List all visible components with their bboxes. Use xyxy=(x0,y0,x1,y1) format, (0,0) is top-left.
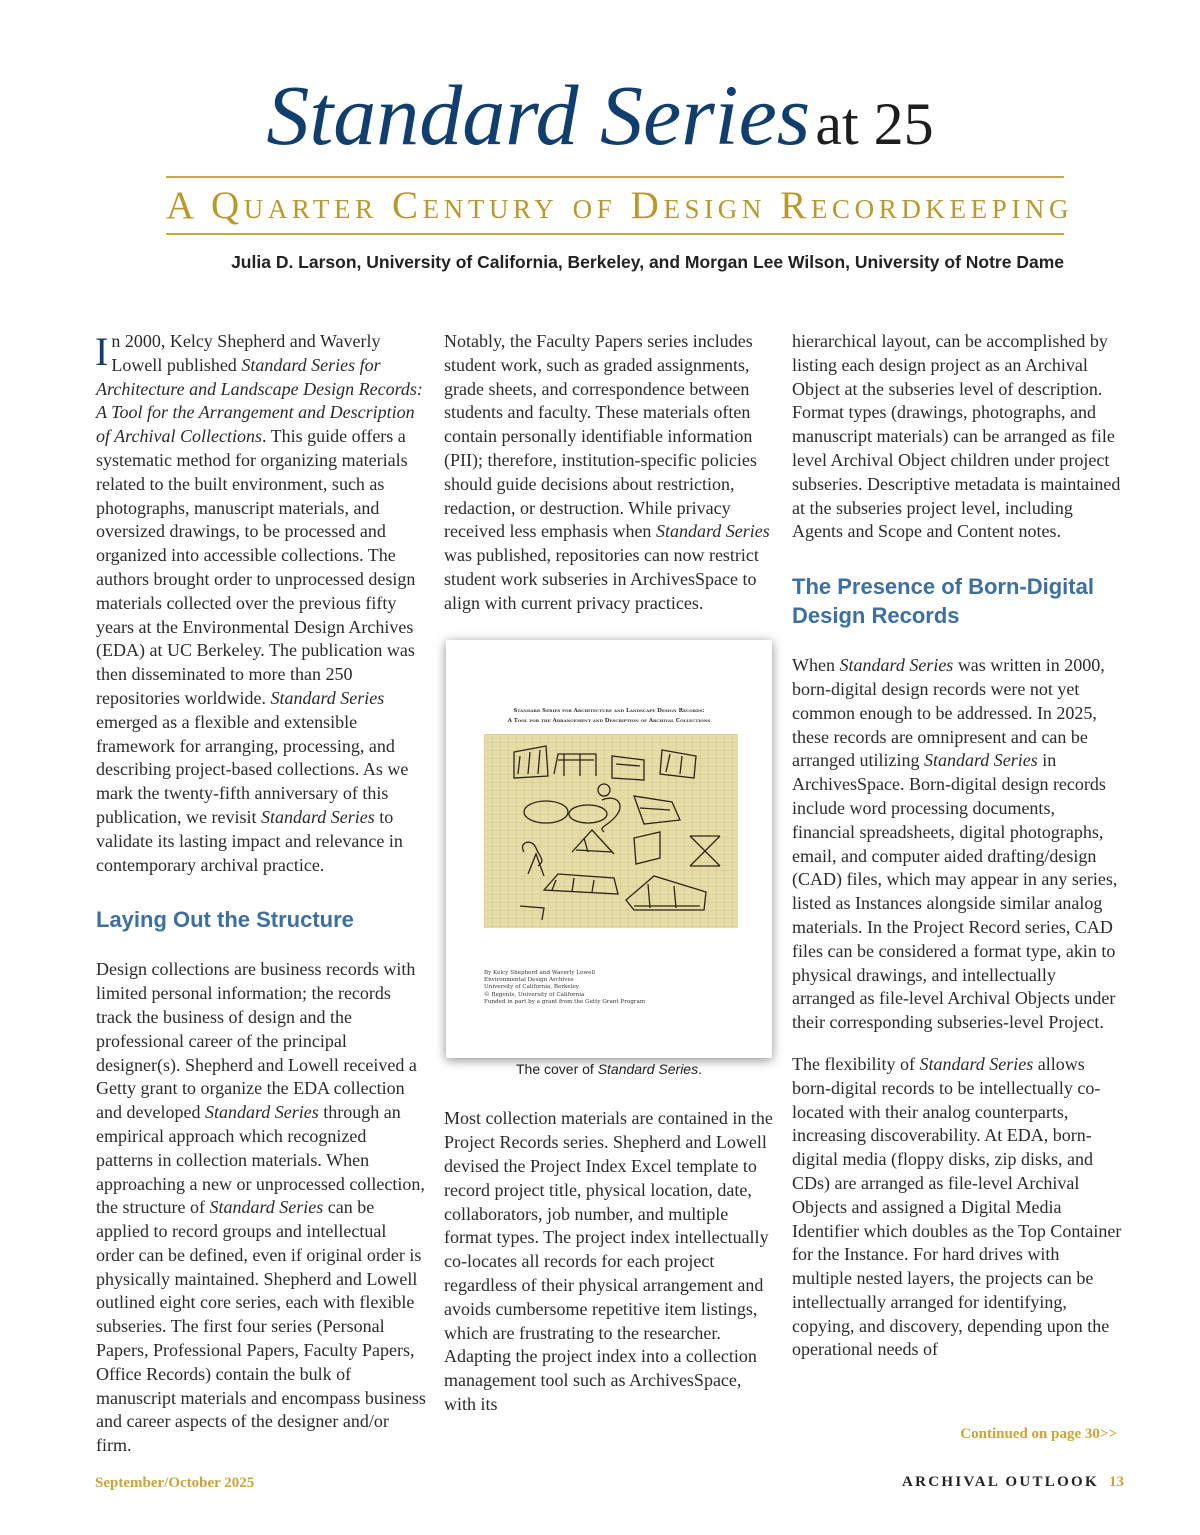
text-run: When xyxy=(792,655,840,676)
text-run: Design collections are business records with limited personal information; the records track the business of design and the professional career of the principal designer(s). Shepherd and Lowell received a Getty grant to organize the EDA collection and developed xyxy=(96,959,417,1123)
born-digital-paragraph xyxy=(792,654,1122,1035)
project-records-paragraph: Most collection materials are contained in the Project Records series. Shepherd and Lowell devised the Project Index Excel template to record project title, physical location, date, collaborators, job number, and multiple format types. The project index intellectually co-locates all records for each project regardless of their physical arrangement and avoids cumbersome repetitive item listings, which are frustrating to the researcher. Adapting the project index into a collection management tool such as ArchivesSpace, with its xyxy=(444,1108,773,1414)
text-run: . This guide offers a systematic method for organizing materials related to the built environment, such as photographs, manuscript materials, and oversized drawings, to be processed and organized into accessible collections. The authors brought order to unprocessed design materials collected over the previous fifty years at the Environmental Design Archives (EDA) at UC Berkeley. The publication was then disseminated to more than 250 repositories worldwide. xyxy=(96,426,416,708)
italic-title: Standard Series xyxy=(209,1197,324,1218)
italic-title: Standard Series xyxy=(204,1102,319,1123)
italic-title: Standard Series xyxy=(597,1060,699,1077)
subtitle: A Quarter Century of Design Recordkeeping xyxy=(166,184,1074,227)
article-title xyxy=(0,67,1200,163)
cover-figure xyxy=(444,640,774,1082)
top-rule xyxy=(166,176,1064,178)
text-run: to validate its lasting impact and relevance in contemporary archival practice. xyxy=(96,806,403,875)
heading-laying-out-structure: Laying Out the Structure xyxy=(96,907,354,933)
text-run: in ArchivesSpace. Born-digital design records include word processing documents, financial spreadsheets, digital photographs, email, and computer aided drafting/design (CAD) files, which may appear in any series, listed as Instances alongside similar analog materials. In the Project Record series, CAD files can be considered a format type, akin to physical drawings, and intellectually arranged as file-level Archival Objects under their corresponding subseries-level Project. xyxy=(792,750,1118,1033)
italic-title: Standard Series xyxy=(260,806,375,827)
italic-title: Standard Series xyxy=(919,1053,1034,1074)
column-1 xyxy=(96,330,426,1458)
text-run: emerged as a flexible and extensible framework for arranging, processing, and describing project-based collections. As we mark the twenty-fifth anniversary of this publication, we revisit xyxy=(96,711,409,827)
text-run: through an empirical approach which recognized patterns in collection materials. When approaching a new or unprocessed collection, the structure of xyxy=(96,1102,425,1218)
heading-born-digital: The Presence of Born-Digital Design Records xyxy=(792,574,1094,629)
bottom-rule xyxy=(166,233,1064,235)
flexibility-paragraph xyxy=(792,1053,1122,1362)
running-footer xyxy=(902,1474,1124,1491)
text-run: The flexibility of xyxy=(792,1053,920,1074)
text-run: was written in 2000, born-digital design records were not yet common enough to be addressed. In 2025, these records are omnipresent and can be arranged utilizing xyxy=(792,655,1105,771)
text-run: allows born-digital records to be intellectually co-located with their analog counterparts, increasing discoverability. At EDA, born-digital media (floppy disks, zip disks, and CDs) are arranged as file-level Archival Objects and assigned a Digital Media Identifier which doubles as the Top Container for the Instance. For hard drives with multiple nested layers, the projects can be intellectually arranged for identifying, copying, and discovery, depending upon the operational needs of xyxy=(792,1053,1122,1360)
publication-title: Standard Series for Architecture and Landscape Design Records: A Tool for the Arrangement and Description of Archival Collections xyxy=(96,354,423,447)
issue-date: September/October 2025 xyxy=(95,1475,255,1491)
continued-link[interactable]: Continued on page 30>> xyxy=(960,1426,1117,1442)
text-run: . xyxy=(698,1060,702,1077)
italic-title: Standard Series xyxy=(270,687,385,708)
credit-line: University of California, Berkeley xyxy=(484,984,579,991)
cover-title-line-1: Standard Series for Architecture and Landscape Design Records: xyxy=(513,707,705,714)
dropcap: I xyxy=(95,329,109,374)
byline: Julia D. Larson, University of California, Berkeley, and Morgan Lee Wilson, University of Notre Dame xyxy=(231,252,1064,272)
italic-title: Standard Series xyxy=(839,655,954,676)
italic-title: Standard Series xyxy=(923,750,1038,771)
text-run: The cover of xyxy=(516,1060,598,1077)
cover-title-line-2: A Tool for the Arrangement and Description of Archival Collections xyxy=(507,717,711,724)
text-run: can be applied to record groups and intellectual order can be defined, even if original order is physically maintained. Shepherd and Lowell outlined eight core series, each with flexible subseries. The first four series (Personal Papers, Professional Papers, Faculty Papers, Office Records) contain the bulk of manuscript materials and encompass business and career aspects of the designer and/or firm. xyxy=(96,1197,426,1456)
column-2 xyxy=(444,330,774,1417)
cover-image xyxy=(446,640,772,1058)
publication-name: ARCHIVAL OUTLOOK xyxy=(902,1474,1099,1490)
hierarchical-layout-paragraph: hierarchical layout, can be accomplished by listing each design project as an Archival Object at the subseries level of description. Format types (drawings, photographs, and manuscript materials) can be arranged as file level Archival Object children under project subseries. Descriptive metadata is maintained at the subseries project level, including Agents and Scope and Content notes. xyxy=(792,331,1121,542)
architectural-sketch-image xyxy=(484,734,738,928)
faculty-papers-paragraph xyxy=(444,330,774,616)
cover-credits xyxy=(484,970,645,1007)
intro-paragraph xyxy=(96,330,426,877)
title-tail: at 25 xyxy=(815,91,934,157)
text-run: n 2000, Kelcy Shepherd and Waverly Lowell published xyxy=(111,331,381,375)
text-run: was published, repositories can now restrict student work subseries in ArchivesSpace to align with current privacy practices. xyxy=(444,545,759,613)
structure-paragraph xyxy=(96,958,426,1458)
credit-line: Funded in part by a grant from the Getty Grant Program xyxy=(484,999,646,1006)
text-run: Notably, the Faculty Papers series includes student work, such as graded assignments, grade sheets, and correspondence between students and faculty. These materials often contain personally identifiable information (PII); therefore, institution-specific policies should guide decisions about restriction, redaction, or destruction. While privacy received less emphasis when xyxy=(444,331,757,542)
credit-line: Environmental Design Archives xyxy=(484,976,574,983)
title-main: Standard Series xyxy=(266,67,811,163)
credit-line: By Kelcy Shepherd and Waverly Lowell xyxy=(484,969,596,976)
italic-title: Standard Series xyxy=(655,521,770,542)
figure-caption xyxy=(444,1058,774,1082)
credit-line: © Regents, University of California xyxy=(484,991,585,998)
page-number: 13 xyxy=(1109,1474,1124,1490)
column-3 xyxy=(792,330,1122,1362)
